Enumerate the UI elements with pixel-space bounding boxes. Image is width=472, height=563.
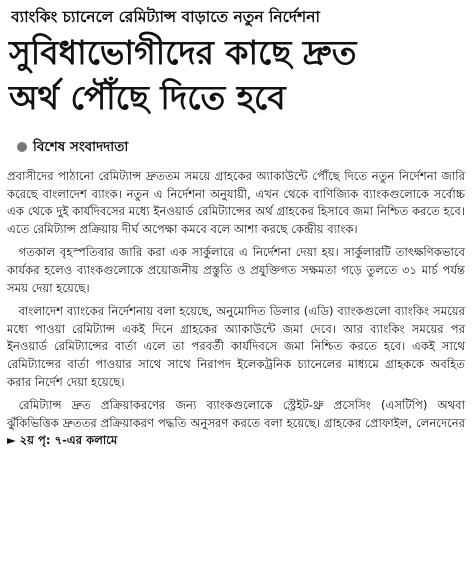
paragraph-1: প্রবাসীদের পাঠানো রেমিট্যান্স দ্রুততম সময়ে গ্রাহকের অ্যাকাউন্টে পৌঁছে দিতে নতুন নির্দেশনা জারি করেছে বাংলাদেশ ব্যাংক। নতুন এ নির্দেশনা অনুযায়ী, এখন থেকে বাণিজ্যিক ব্যাংকগুলোকে সর্বোচ্চ এক থেকে দুই কার্যদিবসের মধ্যে ইনওয়ার্ড রেমিট্যান্সের অর্থ গ্রাহকের হিসাবে জমা নিশ্চিত করতে হবে। এতে রেমিট্যান্স প্রক্রিয়ায় দীর্ঘ অপেক্ষা কমবে বলে আশা করছে কেন্দ্রীয় ব্যাংক। [7,169,465,236]
bullet-icon [17,142,27,152]
headline-line-1: সুবিধাভোগীদের কাছে দ্রুত [9,33,357,72]
byline: বিশেষ সংবাদদাতা [33,139,129,155]
byline-row [17,138,465,156]
paragraph-3: বাংলাদেশ ব্যাংকের নির্দেশনায় বলা হয়েছে, অনুমোদিত ডিলার (এডি) ব্যাংকগুলো ব্যাংকিং সময়ের মধ্যে পাওয়া রেমিট্যান্স একই দিনে গ্রাহকের অ্যাকাউন্টে জমা দেবে। আর ব্যাংকিং সময়ের পর ইনওয়ার্ড রেমিট্যান্সের বার্তা এলে তা পরবর্তী কার্যদিবসে জমা নিশ্চিত করতে হবে। একই সাথে রেমিট্যান্সের বার্তা পাওয়ার সাথে সাথে নিরাপদ ইলেকট্রনিক চ্যানেলের মাধ্যমে গ্রাহককে অবহিত করার নির্দেশ দেয়া হয়েছে। [7,304,465,389]
headline-line-2: অর্থ পৌঁছে দিতে হবে [9,78,286,117]
paragraph-4: রেমিট্যান্স দ্রুত প্রক্রিয়াকরণের জন্য ব্যাংকগুলোকে স্ট্রেইট-থ্রু প্রসেসিং (এসটিপি) অথবা ঝুঁকিভিত্তিক দ্রুততর প্রক্রিয়াকরণ পদ্ধতি অনুসরণ করতে বলা হয়েছে। গ্রাহকের প্রোফাইল, লেনদেনের ► ২য় পৃ: ৭-এর কলামে [7,398,465,448]
continued-on-link[interactable]: ২য় পৃ: ৭-এর কলামে [19,433,118,448]
kicker-title: ব্যাংকিং চ্যানেলে রেমিট্যান্স বাড়াতে নতুন নির্দেশনা [11,8,320,26]
paragraph-2: গতকাল বৃহস্পতিবার জারি করা এক সার্কুলারে এ নির্দেশনা দেয়া হয়। সার্কুলারটি তাৎক্ষণিকভাবে কার্যকর হলেও ব্যাংকগুলোকে প্রয়োজনীয় প্রস্তুতি ও প্রযুক্তিগত সক্ষমতা গড়ে তুলতে ৩১ মার্চ পর্যন্ত সময় দেয়া হয়েছে। [7,245,465,295]
paragraph-4-text: রেমিট্যান্স দ্রুত প্রক্রিয়াকরণের জন্য ব্যাংকগুলোকে স্ট্রেইট-থ্রু প্রসেসিং (এসটিপি) অথবা ঝুঁকিভিত্তিক দ্রুততর প্রক্রিয়াকরণ পদ্ধতি অনুসরণ করতে বলা হয়েছে। গ্রাহকের প্রোফাইল, লেনদেনের [7,398,465,430]
article-body [7,168,465,450]
headline [9,30,465,120]
